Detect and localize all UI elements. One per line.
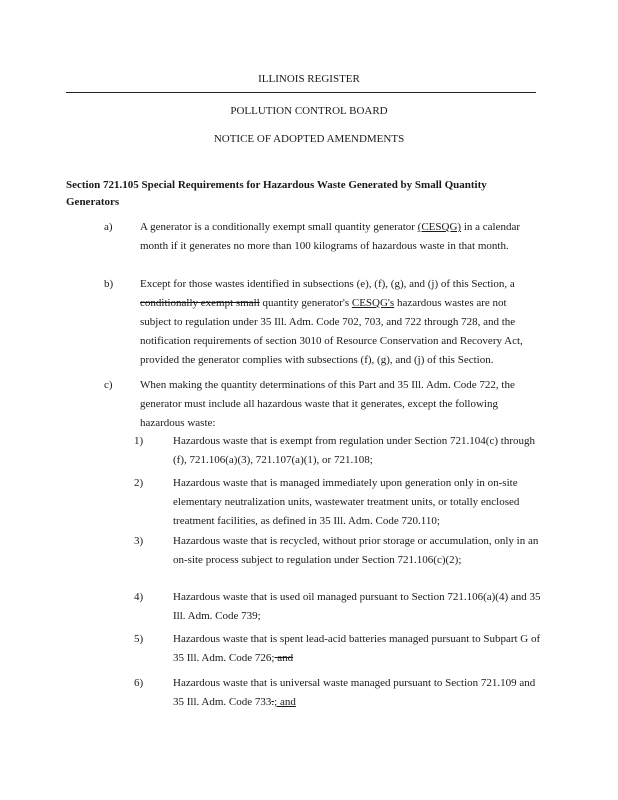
item-4-text: Hazardous waste that is used oil managed pursuant to Section 721.106(a)(4) and 35 Ill. Adm. Code 739;	[173, 591, 541, 622]
header-rule	[66, 92, 536, 93]
item-6-text: Hazardous waste that is universal waste managed pursuant to Section 721.109 and 35 Ill. Adm. Code 733.; and	[173, 677, 536, 708]
notice-title: NOTICE OF ADOPTED AMENDMENTS	[213, 133, 405, 145]
item-4-label: 4)	[134, 591, 144, 603]
item-2-label: 2)	[134, 477, 144, 489]
item-1-text: Hazardous waste that is exempt from regulation under Section 721.104(c) through (f), 721.106(a)(3), 721.107(a)(1), or 721.108;	[173, 435, 535, 466]
section-heading: Section 721.105 Special Requirements for Hazardous Waste Generated by Small Quantity Generators	[66, 179, 487, 208]
subsection-b-text: Except for those wastes identified in subsections (e), (f), (g), and (j) of this Section, a conditionally exempt small quantity generator's CESQG's hazardous wastes are not subject to regulation under 35 Ill. Adm. Code 702, 703, and 722 through 728, and the notification requirements of section 3010 of Resource Conservation and Recovery Act, provided the generator complies with subsections (f), (g), and (j) of this Section.	[140, 278, 523, 366]
subsection-a-text: A generator is a conditionally exempt small quantity generator (CESQG) in a calendar month if it generates no more than 100 kilograms of hazardous waste in that month.	[140, 221, 520, 252]
item-5-label: 5)	[134, 633, 144, 645]
inserted-text: (CESQG)	[417, 221, 462, 233]
item-5-text: Hazardous waste that is spent lead-acid batteries managed pursuant to Subpart G of 35 Ill. Adm. Code 726; and	[173, 633, 541, 664]
item-1-label: 1)	[134, 435, 144, 447]
subsection-a-label: a)	[104, 221, 113, 233]
subsection-c-label: c)	[104, 379, 113, 391]
item-3-label: 3)	[134, 535, 144, 547]
item-3-text: Hazardous waste that is recycled, without prior storage or accumulation, only in an on-site process subject to regulation under Section 721.106(c)(2);	[173, 535, 539, 566]
board-title: POLLUTION CONTROL BOARD	[230, 105, 388, 117]
inserted-text: ; and	[274, 696, 296, 708]
deleted-text: conditionally exempt small	[140, 297, 260, 309]
item-2-text: Hazardous waste that is managed immediately upon generation only in on-site elementary neutralization units, wastewater treatment units, or totally enclosed treatment facilities, as defined in 35 Ill. Adm. Code 720.110;	[173, 477, 520, 527]
subsection-c-text: When making the quantity determinations of this Part and 35 Ill. Adm. Code 722, the generator must include all hazardous waste that it generates, except the following hazardous waste:	[140, 379, 515, 429]
register-title: ILLINOIS REGISTER	[258, 73, 360, 85]
deleted-text: and	[274, 652, 294, 664]
item-6-label: 6)	[134, 677, 144, 689]
deleted-text: .	[271, 696, 275, 708]
subsection-b-label: b)	[104, 278, 114, 290]
inserted-text: CESQG's	[351, 297, 395, 309]
